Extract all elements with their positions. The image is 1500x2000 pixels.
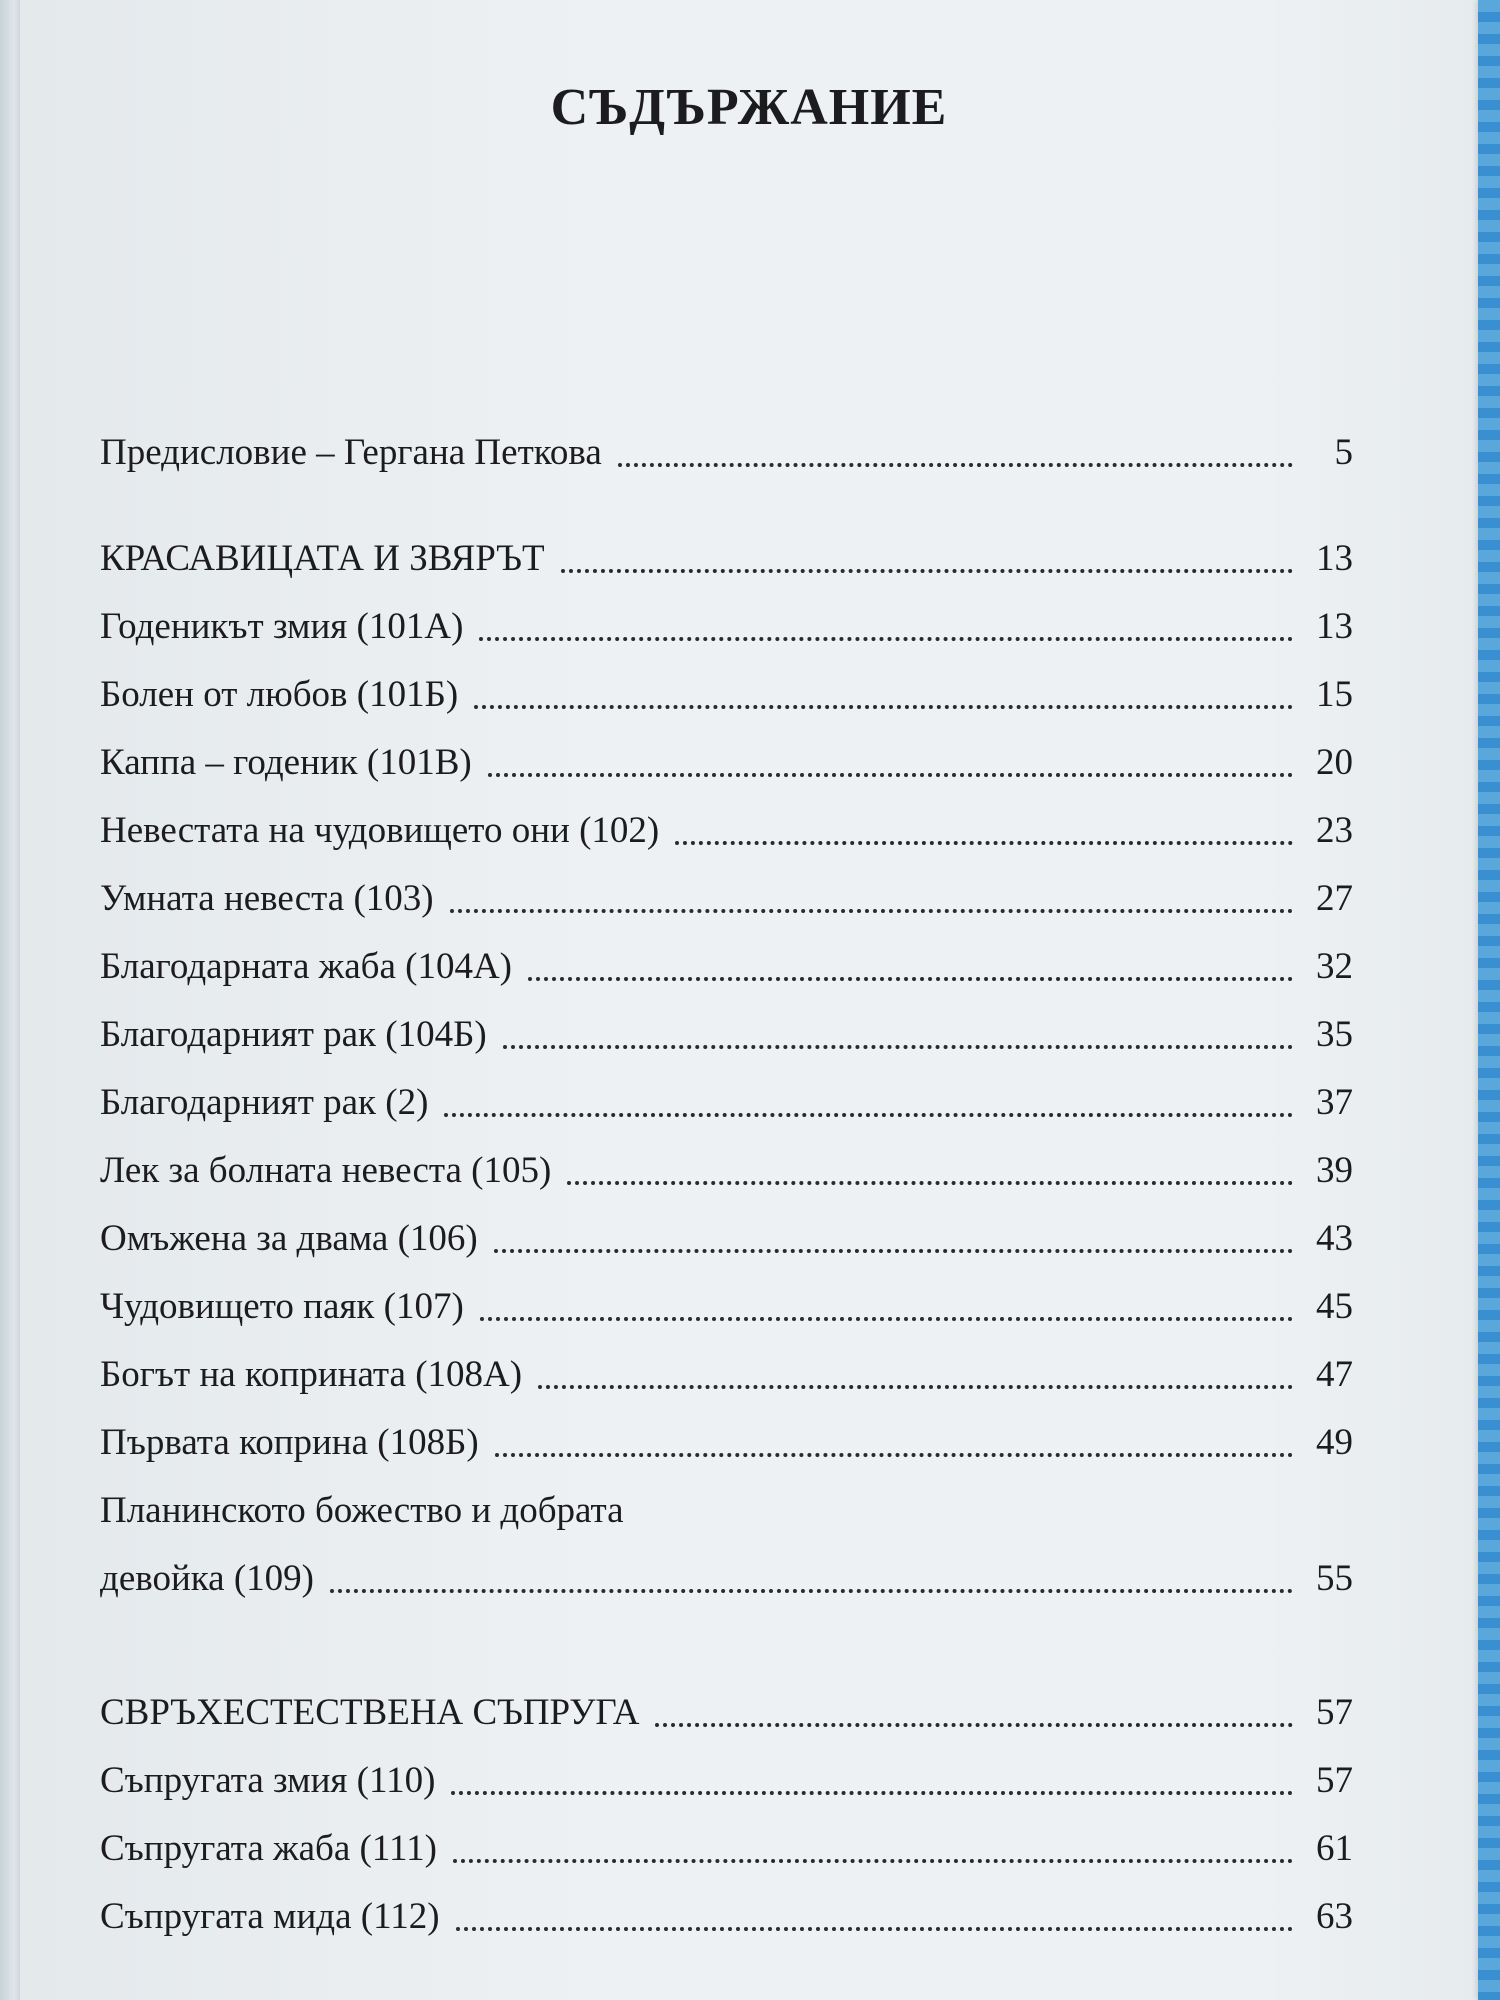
dot-leader	[567, 1181, 1293, 1185]
toc-entry	[100, 944, 1353, 990]
toc-page-number: 20	[1316, 742, 1353, 783]
toc-entry-label: Благодарният рак (104Б)	[100, 1014, 487, 1055]
toc-entry	[100, 1420, 1353, 1466]
dot-leader	[655, 1723, 1293, 1727]
toc-page-number: 23	[1316, 810, 1353, 851]
toc-entry-first-line: Планинското божество и добрата	[100, 1490, 624, 1531]
toc-page-number: 15	[1316, 674, 1353, 715]
dot-leader	[495, 1453, 1293, 1457]
dot-leader	[538, 1385, 1293, 1389]
dot-leader	[330, 1589, 1293, 1593]
toc-page-number: 35	[1316, 1014, 1353, 1055]
toc-entry	[100, 740, 1353, 786]
toc-entry	[100, 1148, 1353, 1194]
dot-leader	[450, 909, 1293, 913]
dot-leader	[453, 1859, 1293, 1863]
toc-entry-label: Съпругата мида (112)	[100, 1896, 440, 1937]
toc-entry	[100, 1758, 1353, 1804]
toc-entry	[100, 1556, 1353, 1602]
toc-entry-label: девойка (109)	[100, 1558, 314, 1599]
toc-page-number: 47	[1316, 1354, 1353, 1395]
page-title: СЪДЪРЖАНИЕ	[550, 79, 948, 136]
toc-page-number: 57	[1316, 1760, 1353, 1801]
dot-leader	[488, 773, 1293, 777]
toc-entry	[100, 1352, 1353, 1398]
toc-section-label: КРАСАВИЦАТА И ЗВЯРЪТ	[100, 538, 545, 579]
toc-page-number: 13	[1316, 538, 1353, 579]
dot-leader	[474, 705, 1293, 709]
toc-entry	[100, 604, 1353, 650]
toc-page-number: 13	[1316, 606, 1353, 647]
dot-leader	[494, 1249, 1293, 1253]
toc-entry	[100, 1216, 1353, 1262]
toc-entry-label: Невестата на чудовището они (102)	[100, 810, 660, 851]
toc-entry	[100, 1284, 1353, 1330]
toc-page-number: 49	[1316, 1422, 1353, 1463]
toc-page-number: 43	[1316, 1218, 1353, 1259]
dot-leader	[675, 841, 1293, 845]
toc-entry-label: Предисловие – Гергана Петкова	[100, 432, 602, 473]
toc-entry-label: Болен от любов (101Б)	[100, 674, 459, 715]
dot-leader	[480, 1317, 1293, 1321]
toc-page-number: 55	[1316, 1558, 1353, 1599]
toc-entry	[100, 1894, 1353, 1940]
toc-page-number: 27	[1316, 878, 1353, 919]
book-cover-edge	[1478, 0, 1500, 2000]
dot-leader	[528, 977, 1293, 981]
dot-leader	[444, 1113, 1293, 1117]
toc-entry	[100, 1012, 1353, 1058]
dot-leader	[451, 1791, 1293, 1795]
toc-entry-label: Чудовището паяк (107)	[100, 1286, 464, 1327]
toc-entry	[100, 808, 1353, 854]
toc-entry-label: Годеникът змия (101А)	[100, 606, 464, 647]
toc-entry-label: Благодарната жаба (104А)	[100, 946, 512, 987]
toc-section-beauty-and-beast	[100, 536, 1353, 582]
toc-entry	[100, 1826, 1353, 1872]
dot-leader	[479, 637, 1293, 641]
toc-entry	[100, 1080, 1353, 1126]
toc-page-number: 61	[1316, 1828, 1353, 1869]
toc-entry-label: Омъжена за двама (106)	[100, 1218, 478, 1259]
toc-page-number: 32	[1316, 946, 1353, 987]
dot-leader	[561, 569, 1293, 573]
toc-entry-label: Съпругата жаба (111)	[100, 1828, 437, 1869]
toc-entry-label: Умната невеста (103)	[100, 878, 434, 919]
toc-entry	[100, 672, 1353, 718]
toc-page-number: 37	[1316, 1082, 1353, 1123]
book-page	[20, 0, 1478, 2000]
dot-leader	[618, 463, 1293, 467]
toc-entry-label: Съпругата змия (110)	[100, 1760, 436, 1801]
toc-entry-label: Каппа – годеник (101В)	[100, 742, 472, 783]
toc-section-supernatural-wife	[100, 1690, 1353, 1736]
toc-section-label: СВРЪХЕСТЕСТВЕНА СЪПРУГА	[100, 1692, 640, 1733]
toc-page-number: 63	[1316, 1896, 1353, 1937]
left-page-edge	[0, 0, 20, 2000]
toc-page-number: 5	[1334, 432, 1353, 473]
dot-leader	[456, 1927, 1293, 1931]
toc-entry-label: Богът на коприната (108А)	[100, 1354, 523, 1395]
toc-entry	[100, 876, 1353, 922]
toc-entry-label: Лек за болната невеста (105)	[100, 1150, 552, 1191]
toc-entry-label: Благодарният рак (2)	[100, 1082, 429, 1123]
toc-page-number: 57	[1316, 1692, 1353, 1733]
dot-leader	[503, 1045, 1293, 1049]
toc-entry-preface	[100, 430, 1353, 476]
toc-page-number: 45	[1316, 1286, 1353, 1327]
toc-entry-label: Първата коприна (108Б)	[100, 1422, 479, 1463]
toc-page-number: 39	[1316, 1150, 1353, 1191]
